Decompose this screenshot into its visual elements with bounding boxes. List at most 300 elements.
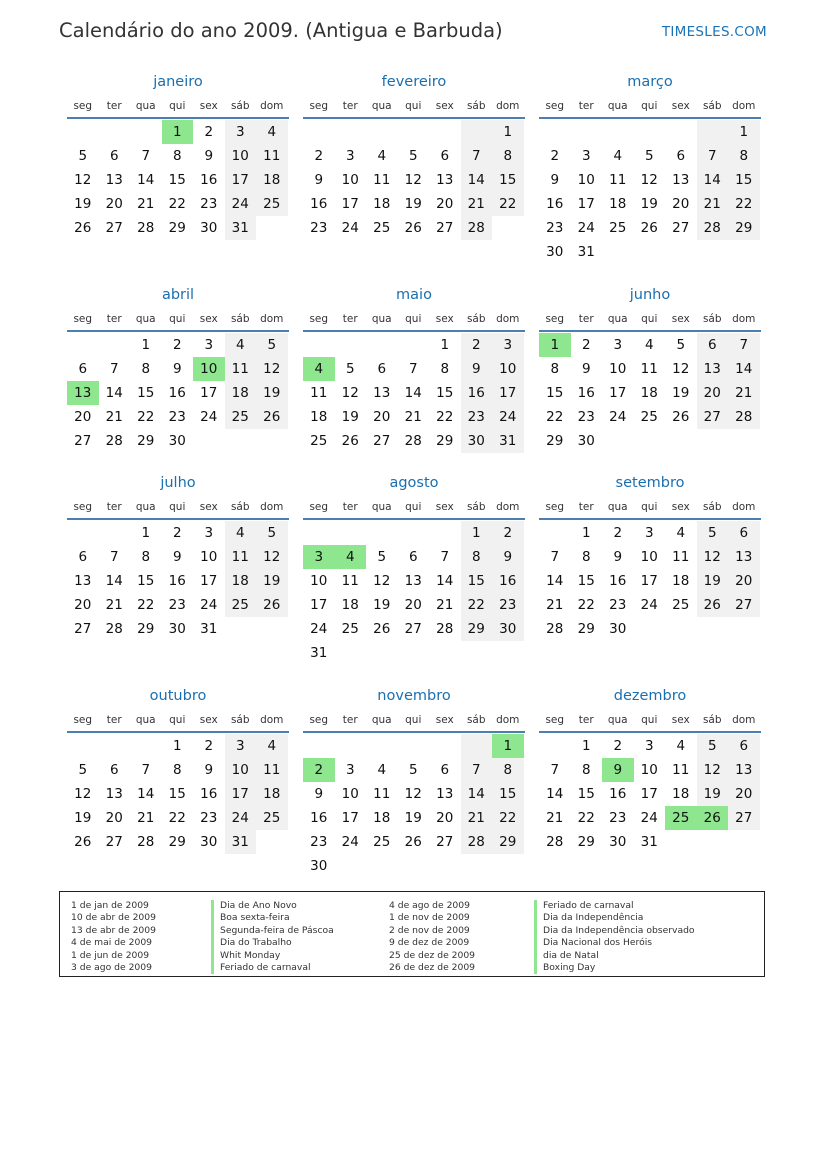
day-cell: 23 [168,409,186,425]
day-cell: 10 [640,762,658,778]
day-cell: 8 [172,762,182,778]
weekday-label: sex [435,313,454,325]
day-cell: 1 [581,525,591,541]
day-cell: 19 [74,810,92,826]
weekday-label: sáb [702,501,722,513]
day-cell: 18 [256,782,288,806]
day-cell: 29 [546,433,564,449]
day-cell: 20 [373,409,391,425]
day-cell: 20 [74,409,92,425]
day-cell: 23 [492,593,524,617]
weekday-label: ter [342,313,358,325]
weekday-label: qui [405,313,422,325]
day-cell: 29 [168,834,186,850]
weekday-label: seg [545,714,565,726]
day-cell: 23 [200,196,218,212]
weekday-label: ter [106,100,122,112]
day-cell: 12 [373,573,391,589]
day-cell: 26 [74,220,92,236]
weekday-label: ter [578,501,594,513]
day-cell: 25 [310,433,328,449]
day-cell: 21 [436,597,454,613]
day-cell: 21 [546,597,564,613]
weekday-label: sex [671,100,690,112]
day-cell: 11 [373,786,391,802]
day-cell: 7 [440,549,450,565]
empty-cell [99,120,131,144]
month-name: fevereiro [381,74,447,90]
weekday-label: seg [309,714,329,726]
empty-cell [366,641,398,665]
weekday-label: dom [496,501,520,513]
day-cell: 19 [256,381,288,405]
weekday-label: ter [106,313,122,325]
day-cell: 5 [408,148,418,164]
day-cell: 30 [168,621,186,637]
day-cell: 6 [377,361,387,377]
day-cell: 29 [137,433,155,449]
day-cell: 10 [609,361,627,377]
weekday-label: dom [260,501,284,513]
day-cell: 13 [672,172,690,188]
empty-cell [634,120,666,144]
day-cell: 12 [74,786,92,802]
days-grid [67,333,289,453]
month-name: junho [629,287,671,303]
day-cell: 12 [74,172,92,188]
day-cell: 2 [492,521,524,545]
weekday-label: qua [607,100,628,112]
day-cell: 1 [172,738,182,754]
day-cell: 8 [581,549,591,565]
day-cell: 9 [314,172,324,188]
day-cell: 7 [461,144,493,168]
empty-cell [398,854,430,878]
day-cell: 1 [461,521,493,545]
empty-cell [461,854,493,878]
month-fevereiro [303,72,525,240]
legend-dates-right [389,900,475,974]
weekday-label: ter [342,100,358,112]
day-cell: 18 [225,569,257,593]
day-cell: 13 [105,172,123,188]
weekday-header [303,310,525,332]
empty-cell [539,521,571,545]
day-cell: 11 [341,573,359,589]
day-cell: 29 [728,216,760,240]
empty-cell [571,120,603,144]
day-cell: 11 [609,172,627,188]
days-grid [303,521,525,665]
holiday-day-cell: 26 [697,806,729,830]
day-cell: 13 [404,573,422,589]
day-cell: 23 [200,810,218,826]
weekday-label: dom [260,714,284,726]
weekday-label: qui [169,313,186,325]
day-cell: 25 [225,593,257,617]
weekday-label: qui [641,313,658,325]
weekday-label: qua [135,100,156,112]
day-cell: 28 [728,405,760,429]
day-cell: 1 [440,337,450,353]
legend-entry: Dia do Trabalho [211,937,334,949]
empty-cell [429,854,461,878]
empty-cell [398,120,430,144]
legend-entry: dia de Natal [534,950,695,962]
day-cell: 7 [109,361,119,377]
weekday-header [539,97,761,119]
day-cell: 11 [672,762,690,778]
day-cell: 21 [404,409,422,425]
day-cell: 22 [546,409,564,425]
day-cell: 3 [204,525,214,541]
weekday-label: seg [545,100,565,112]
day-cell: 30 [461,429,493,453]
day-cell: 9 [172,549,182,565]
day-cell: 17 [200,573,218,589]
day-cell: 14 [105,573,123,589]
empty-cell [99,521,131,545]
empty-cell [697,120,729,144]
day-cell: 23 [310,220,328,236]
day-cell: 28 [461,830,493,854]
empty-cell [461,734,493,758]
month-name: dezembro [613,688,687,704]
day-cell: 20 [728,782,760,806]
holiday-day-cell: 1 [162,120,194,144]
weekday-label: dom [732,501,756,513]
empty-cell [602,240,634,264]
day-cell: 4 [676,525,686,541]
day-cell: 20 [74,597,92,613]
day-cell: 11 [225,545,257,569]
day-cell: 7 [550,762,560,778]
weekday-label: sex [435,714,454,726]
empty-cell [67,333,99,357]
day-cell: 16 [200,786,218,802]
month-agosto [303,473,525,665]
day-cell: 2 [581,337,591,353]
day-cell: 3 [581,148,591,164]
day-cell: 9 [204,762,214,778]
days-grid [67,120,289,240]
weekday-label: sáb [466,100,486,112]
day-cell: 25 [373,834,391,850]
empty-cell [67,120,99,144]
weekday-label: dom [260,100,284,112]
weekday-header [303,498,525,520]
empty-cell [398,521,430,545]
day-cell: 11 [373,172,391,188]
day-cell: 7 [408,361,418,377]
day-cell: 30 [609,621,627,637]
day-cell: 18 [373,810,391,826]
day-cell: 6 [697,333,729,357]
empty-cell [602,429,634,453]
weekday-header [539,711,761,733]
month-name: novembro [377,688,451,704]
day-cell: 26 [373,621,391,637]
days-grid [303,333,525,453]
empty-cell [303,734,335,758]
day-cell: 28 [137,220,155,236]
day-cell: 10 [341,172,359,188]
day-cell: 16 [168,385,186,401]
day-cell: 4 [644,337,654,353]
empty-cell [429,734,461,758]
day-cell: 15 [436,385,454,401]
day-cell: 17 [225,782,257,806]
day-cell: 5 [697,521,729,545]
empty-cell [665,429,697,453]
day-cell: 24 [200,597,218,613]
day-cell: 4 [256,120,288,144]
holiday-day-cell: 3 [303,545,335,569]
weekday-label: sex [671,313,690,325]
day-cell: 31 [492,429,524,453]
day-cell: 24 [492,405,524,429]
day-cell: 12 [672,361,690,377]
day-cell: 16 [609,573,627,589]
day-cell: 24 [341,220,359,236]
day-cell: 22 [577,810,595,826]
day-cell: 12 [404,172,422,188]
day-cell: 7 [697,144,729,168]
empty-cell [366,333,398,357]
day-cell: 21 [105,597,123,613]
day-cell: 31 [310,645,328,661]
day-cell: 16 [461,381,493,405]
weekday-label: qua [135,714,156,726]
day-cell: 23 [461,405,493,429]
day-cell: 9 [204,148,214,164]
empty-cell [366,734,398,758]
day-cell: 1 [492,120,524,144]
day-cell: 24 [341,834,359,850]
weekday-label: qua [371,100,392,112]
day-cell: 28 [697,216,729,240]
day-cell: 27 [404,621,422,637]
legend-entry: Boxing Day [534,962,695,974]
day-cell: 13 [728,545,760,569]
legend-entry: Dia da Independência [534,912,695,924]
weekday-label: sáb [466,714,486,726]
holiday-day-cell: 9 [602,758,634,782]
legend-entry: 13 de abr de 2009 [71,924,156,936]
day-cell: 22 [492,806,524,830]
day-cell: 2 [461,333,493,357]
day-cell: 7 [141,762,151,778]
day-cell: 25 [373,220,391,236]
day-cell: 29 [461,617,493,641]
day-cell: 29 [492,830,524,854]
days-grid [539,120,761,264]
day-cell: 22 [577,597,595,613]
day-cell: 11 [256,144,288,168]
legend-names-left [211,900,334,974]
day-cell: 25 [256,192,288,216]
day-cell: 27 [436,220,454,236]
day-cell: 2 [172,525,182,541]
site-link[interactable]: TIMESLES.COM [661,24,767,40]
day-cell: 7 [141,148,151,164]
empty-cell [256,216,288,240]
weekday-label: qui [405,501,422,513]
day-cell: 3 [225,734,257,758]
weekday-label: qua [607,501,628,513]
empty-cell [728,429,760,453]
weekday-header [67,97,289,119]
weekday-label: dom [732,714,756,726]
weekday-label: dom [732,313,756,325]
day-cell: 4 [377,762,387,778]
days-grid [303,120,525,240]
month-julho [67,473,289,641]
day-cell: 5 [676,337,686,353]
weekday-header [67,310,289,332]
day-cell: 12 [697,758,729,782]
legend-dates-left [71,900,156,974]
day-cell: 20 [105,196,123,212]
day-cell: 26 [640,220,658,236]
day-cell: 15 [137,573,155,589]
day-cell: 17 [492,381,524,405]
day-cell: 7 [109,549,119,565]
day-cell: 24 [609,409,627,425]
day-cell: 26 [341,433,359,449]
empty-cell [366,521,398,545]
day-cell: 11 [310,385,328,401]
day-cell: 3 [345,148,355,164]
empty-cell [429,641,461,665]
day-cell: 29 [137,621,155,637]
day-cell: 25 [640,409,658,425]
empty-cell [398,333,430,357]
day-cell: 15 [461,569,493,593]
legend-entry: Feriado de carnaval [211,962,334,974]
empty-cell [335,641,367,665]
day-cell: 27 [74,621,92,637]
day-cell: 15 [492,168,524,192]
empty-cell [303,521,335,545]
day-cell: 19 [404,810,422,826]
month-abril [67,285,289,453]
day-cell: 28 [436,621,454,637]
day-cell: 24 [310,621,328,637]
empty-cell [99,734,131,758]
day-cell: 6 [728,734,760,758]
day-cell: 7 [550,549,560,565]
day-cell: 4 [225,333,257,357]
day-cell: 27 [672,220,690,236]
day-cell: 19 [640,196,658,212]
month-name: janeiro [153,74,203,90]
weekday-label: qua [135,313,156,325]
legend-entry: Dia de Ano Novo [211,900,334,912]
empty-cell [492,216,524,240]
day-cell: 24 [640,810,658,826]
day-cell: 26 [697,593,729,617]
day-cell: 23 [609,597,627,613]
weekday-label: sex [671,501,690,513]
day-cell: 18 [609,196,627,212]
month-maio [303,285,525,453]
empty-cell [193,429,225,453]
day-cell: 8 [492,144,524,168]
empty-cell [697,617,729,641]
day-cell: 30 [546,244,564,260]
weekday-label: qui [405,100,422,112]
day-cell: 25 [672,597,690,613]
day-cell: 2 [204,738,214,754]
day-cell: 10 [492,357,524,381]
day-cell: 2 [613,738,623,754]
month-outubro [67,686,289,854]
day-cell: 20 [436,810,454,826]
day-cell: 18 [256,168,288,192]
day-cell: 8 [141,549,151,565]
empty-cell [335,521,367,545]
weekday-label: ter [106,501,122,513]
empty-cell [398,641,430,665]
day-cell: 28 [105,433,123,449]
empty-cell [665,240,697,264]
day-cell: 3 [492,333,524,357]
day-cell: 21 [546,810,564,826]
weekday-label: ter [578,313,594,325]
empty-cell [303,333,335,357]
day-cell: 8 [172,148,182,164]
day-cell: 30 [492,617,524,641]
day-cell: 11 [672,549,690,565]
day-cell: 24 [225,806,257,830]
empty-cell [398,734,430,758]
legend-entry: 4 de mai de 2009 [71,937,153,949]
empty-cell [492,641,524,665]
holiday-day-cell: 1 [492,734,524,758]
day-cell: 21 [728,381,760,405]
day-cell: 1 [141,337,151,353]
day-cell: 25 [225,405,257,429]
day-cell: 22 [137,409,155,425]
day-cell: 16 [609,786,627,802]
day-cell: 17 [225,168,257,192]
day-cell: 5 [408,762,418,778]
weekday-label: ter [578,100,594,112]
day-cell: 3 [613,337,623,353]
day-cell: 19 [697,782,729,806]
weekday-label: qua [135,501,156,513]
days-grid [67,734,289,854]
days-grid [539,333,761,453]
weekday-label: sex [199,313,218,325]
month-setembro [539,473,761,641]
day-cell: 7 [461,758,493,782]
day-cell: 10 [341,786,359,802]
holiday-day-cell: 1 [539,333,571,357]
day-cell: 23 [609,810,627,826]
day-cell: 30 [200,834,218,850]
day-cell: 1 [728,120,760,144]
day-cell: 14 [461,782,493,806]
day-cell: 30 [200,220,218,236]
day-cell: 19 [404,196,422,212]
day-cell: 24 [200,409,218,425]
day-cell: 22 [436,409,454,425]
day-cell: 20 [436,196,454,212]
weekday-label: sex [199,100,218,112]
weekday-label: seg [309,313,329,325]
